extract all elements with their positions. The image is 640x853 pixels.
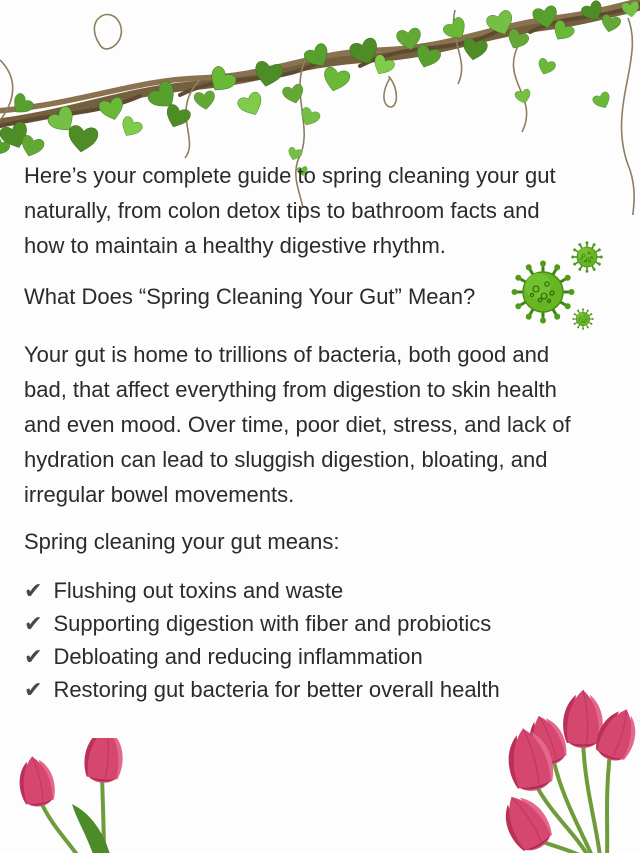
checklist-item: [24, 673, 580, 706]
checklist-item: [24, 640, 580, 673]
check-mark-icon: ✔: [24, 578, 43, 603]
check-mark-icon: ✔: [24, 611, 43, 636]
checklist-item: [24, 574, 580, 607]
check-mark-icon: ✔: [24, 677, 43, 702]
benefits-checklist: [24, 574, 580, 706]
checklist-item-label: Debloating and reducing inflammation: [53, 644, 423, 669]
checklist-item: [24, 607, 580, 640]
section-heading: What Does “Spring Cleaning Your Gut” Mean?: [24, 284, 476, 309]
check-mark-icon: ✔: [24, 644, 43, 669]
tulips-left-icon: [0, 738, 210, 853]
intro-paragraph: Here’s your complete guide to spring cleaning your gut naturally, from colon detox tips to bathroom facts and how to maintain a healthy digestive rhythm.: [24, 163, 556, 258]
checklist-item-label: Restoring gut bacteria for better overall health: [53, 677, 500, 702]
checklist-item-label: Flushing out toxins and waste: [53, 578, 344, 603]
checklist-item-label: Supporting digestion with fiber and probiotics: [53, 611, 492, 636]
list-intro: Spring cleaning your gut means:: [24, 529, 340, 554]
body-paragraph: Your gut is home to trillions of bacteria, both good and bad, that affect everything from digestion to skin health and even mood. Over time, poor diet, stress, and lack of hydration can lead to sluggish digestion, bloating, and irregular bowel movements.: [24, 342, 571, 507]
